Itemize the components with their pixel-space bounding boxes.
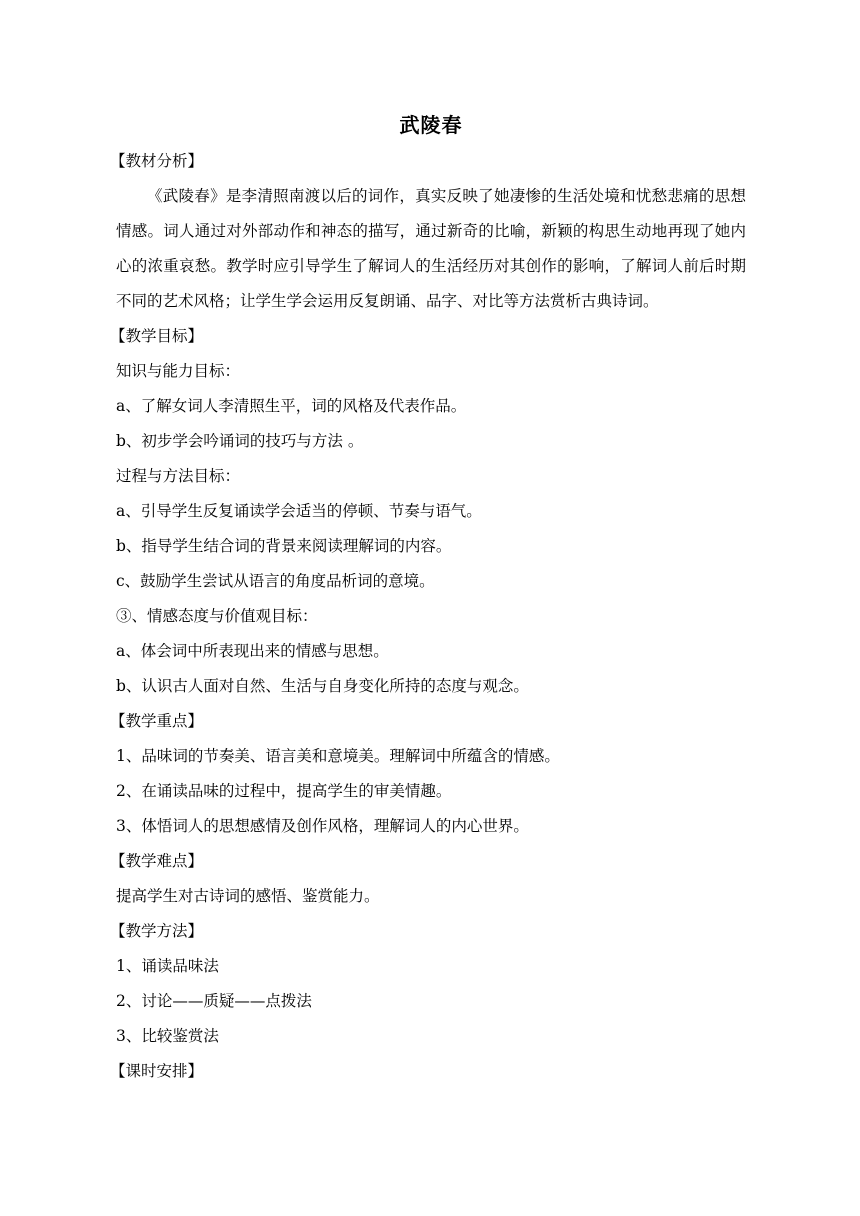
key-point-item: 3、体悟词人的思想感情及创作风格，理解词人的内心世界。 xyxy=(116,817,529,835)
document-title: 武陵春 xyxy=(399,113,463,137)
process-goal-item: a、引导学生反复诵读学会适当的停顿、节奏与语气。 xyxy=(116,502,482,520)
section-heading-difficulties: 【教学难点】 xyxy=(110,852,204,870)
method-item: 2、讨论——质疑——点拨法 xyxy=(116,992,312,1010)
key-point-item: 1、品味词的节奏美、语言美和意境美。理解词中所蕴含的情感。 xyxy=(116,747,560,765)
knowledge-goal-item: a、了解女词人李清照生平，词的风格及代表作品。 xyxy=(116,397,467,415)
emotion-goal-item: b、认识古人面对自然、生活与自身变化所持的态度与观念。 xyxy=(116,677,529,695)
process-goals-title: 过程与方法目标： xyxy=(116,467,241,485)
process-goal-item: c、鼓励学生尝试从语言的角度品析词的意境。 xyxy=(116,572,435,590)
knowledge-goal-item: b、初步学会吟诵词的技巧与方法 。 xyxy=(116,432,364,450)
document-page xyxy=(110,110,746,1089)
section-heading-methods: 【教学方法】 xyxy=(110,922,204,940)
section-heading-key-points: 【教学重点】 xyxy=(110,712,204,730)
section-heading-schedule: 【课时安排】 xyxy=(110,1062,204,1080)
difficulty-item: 提高学生对古诗词的感悟、鉴赏能力。 xyxy=(116,887,380,905)
emotion-goals-title: ③、情感态度与价值观目标： xyxy=(116,607,318,625)
emotion-goal-item: a、体会词中所表现出来的情感与思想。 xyxy=(116,642,389,660)
section-heading-analysis: 【教材分析】 xyxy=(110,152,204,170)
method-item: 1、诵读品味法 xyxy=(116,957,219,975)
method-item: 3、比较鉴赏法 xyxy=(116,1027,219,1045)
key-point-item: 2、在诵读品味的过程中，提高学生的审美情趣。 xyxy=(116,782,452,800)
analysis-paragraph: 《武陵春》是李清照南渡以后的词作，真实反映了她凄惨的生活处境和忧愁悲痛的思想情感。词人通过对外部动作和神态的描写，通过新奇的比喻，新颖的构思生动地再现了她内心的浓重哀愁。教学时应引导学生了解词人的生活经历对其创作的影响，了解词人前后时期不同的艺术风格；让学生学会运用反复朗诵、品字、对比等方法赏析古典诗词。 xyxy=(116,187,746,310)
knowledge-goals-title: 知识与能力目标： xyxy=(116,362,241,380)
section-heading-goals: 【教学目标】 xyxy=(110,327,204,345)
process-goal-item: b、指导学生结合词的背景来阅读理解词的内容。 xyxy=(116,537,452,555)
